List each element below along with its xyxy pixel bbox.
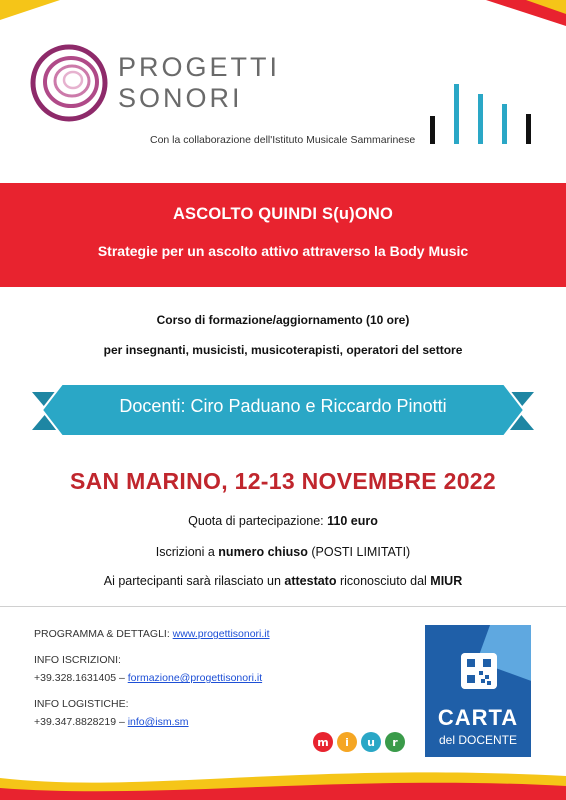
carta-docente-badge — [425, 625, 531, 757]
enrollment-phone: +39.328.1631405 – — [34, 672, 128, 684]
corner-decoration — [0, 0, 60, 20]
title-banner — [0, 183, 566, 287]
logistics-info-label: INFO LOGISTICHE: — [34, 698, 129, 710]
enrollment-contact — [34, 672, 262, 684]
program-label: PROGRAMMA & DETTAGLI: — [34, 628, 173, 640]
brand-name-line2: SONORI — [118, 83, 243, 113]
enrollment-line — [0, 545, 566, 559]
target-audience: per insegnanti, musicisti, musicoterapisti, operatori del settore — [103, 343, 463, 357]
event-subtitle: Strategie per un ascolto attivo attraverso la Body Music — [97, 243, 469, 259]
event-title: ASCOLTO QUINDI S(u)ONO — [172, 205, 394, 223]
corner-decoration — [526, 0, 566, 14]
certificate-mid: riconosciuto dal — [336, 574, 431, 588]
collaboration-text: Con la collaborazione dell'Istituto Musicale Sammarinese — [150, 134, 416, 146]
enrollment-suffix: (POSTI LIMITATI) — [307, 545, 411, 559]
carta-subtitle: del DOCENTE — [438, 733, 518, 747]
miur-logo-icon — [312, 731, 408, 753]
divider — [0, 606, 566, 607]
course-description: Corso di formazione/aggiornamento (10 ore) — [156, 313, 410, 327]
certificate-line — [0, 574, 566, 588]
svg-text:m: m — [317, 736, 329, 749]
website-link[interactable]: www.progettisonori.it — [172, 628, 270, 640]
bottom-wave-decoration — [0, 760, 566, 800]
svg-text:u: u — [367, 736, 375, 749]
svg-text:i: i — [345, 736, 349, 749]
qr-code-icon — [461, 653, 497, 689]
fee-label: Quota di partecipazione: — [188, 514, 328, 528]
svg-text:r: r — [392, 736, 398, 749]
fee-line — [0, 514, 566, 528]
progetti-sonori-logo-icon — [30, 44, 108, 122]
logistics-email-link[interactable]: info@ism.sm — [127, 716, 189, 728]
logistics-contact — [34, 716, 189, 728]
certificate-prefix: Ai partecipanti sarà rilasciato un — [103, 574, 285, 588]
enrollment-bold: numero chiuso — [218, 545, 308, 559]
certificate-miur: MIUR — [430, 574, 463, 588]
carta-title: CARTA — [437, 705, 519, 730]
teachers-names: Docenti: Ciro Paduano e Riccardo Pinotti — [119, 396, 447, 416]
enrollment-info-label: INFO ISCRIZIONI: — [34, 654, 121, 666]
logistics-phone: +39.347.8828219 – — [34, 716, 128, 728]
fee-value: 110 euro — [327, 514, 378, 528]
program-details — [34, 628, 270, 640]
enrollment-email-link[interactable]: formazione@progettisonori.it — [127, 672, 263, 684]
brand-name-line1: PROGETTI — [118, 52, 281, 82]
certificate-bold: attestato — [284, 574, 337, 588]
enrollment-prefix: Iscrizioni a — [155, 545, 219, 559]
sound-bars-logo-icon — [420, 80, 540, 150]
event-date-location: SAN MARINO, 12-13 NOVEMBRE 2022 — [70, 468, 496, 494]
